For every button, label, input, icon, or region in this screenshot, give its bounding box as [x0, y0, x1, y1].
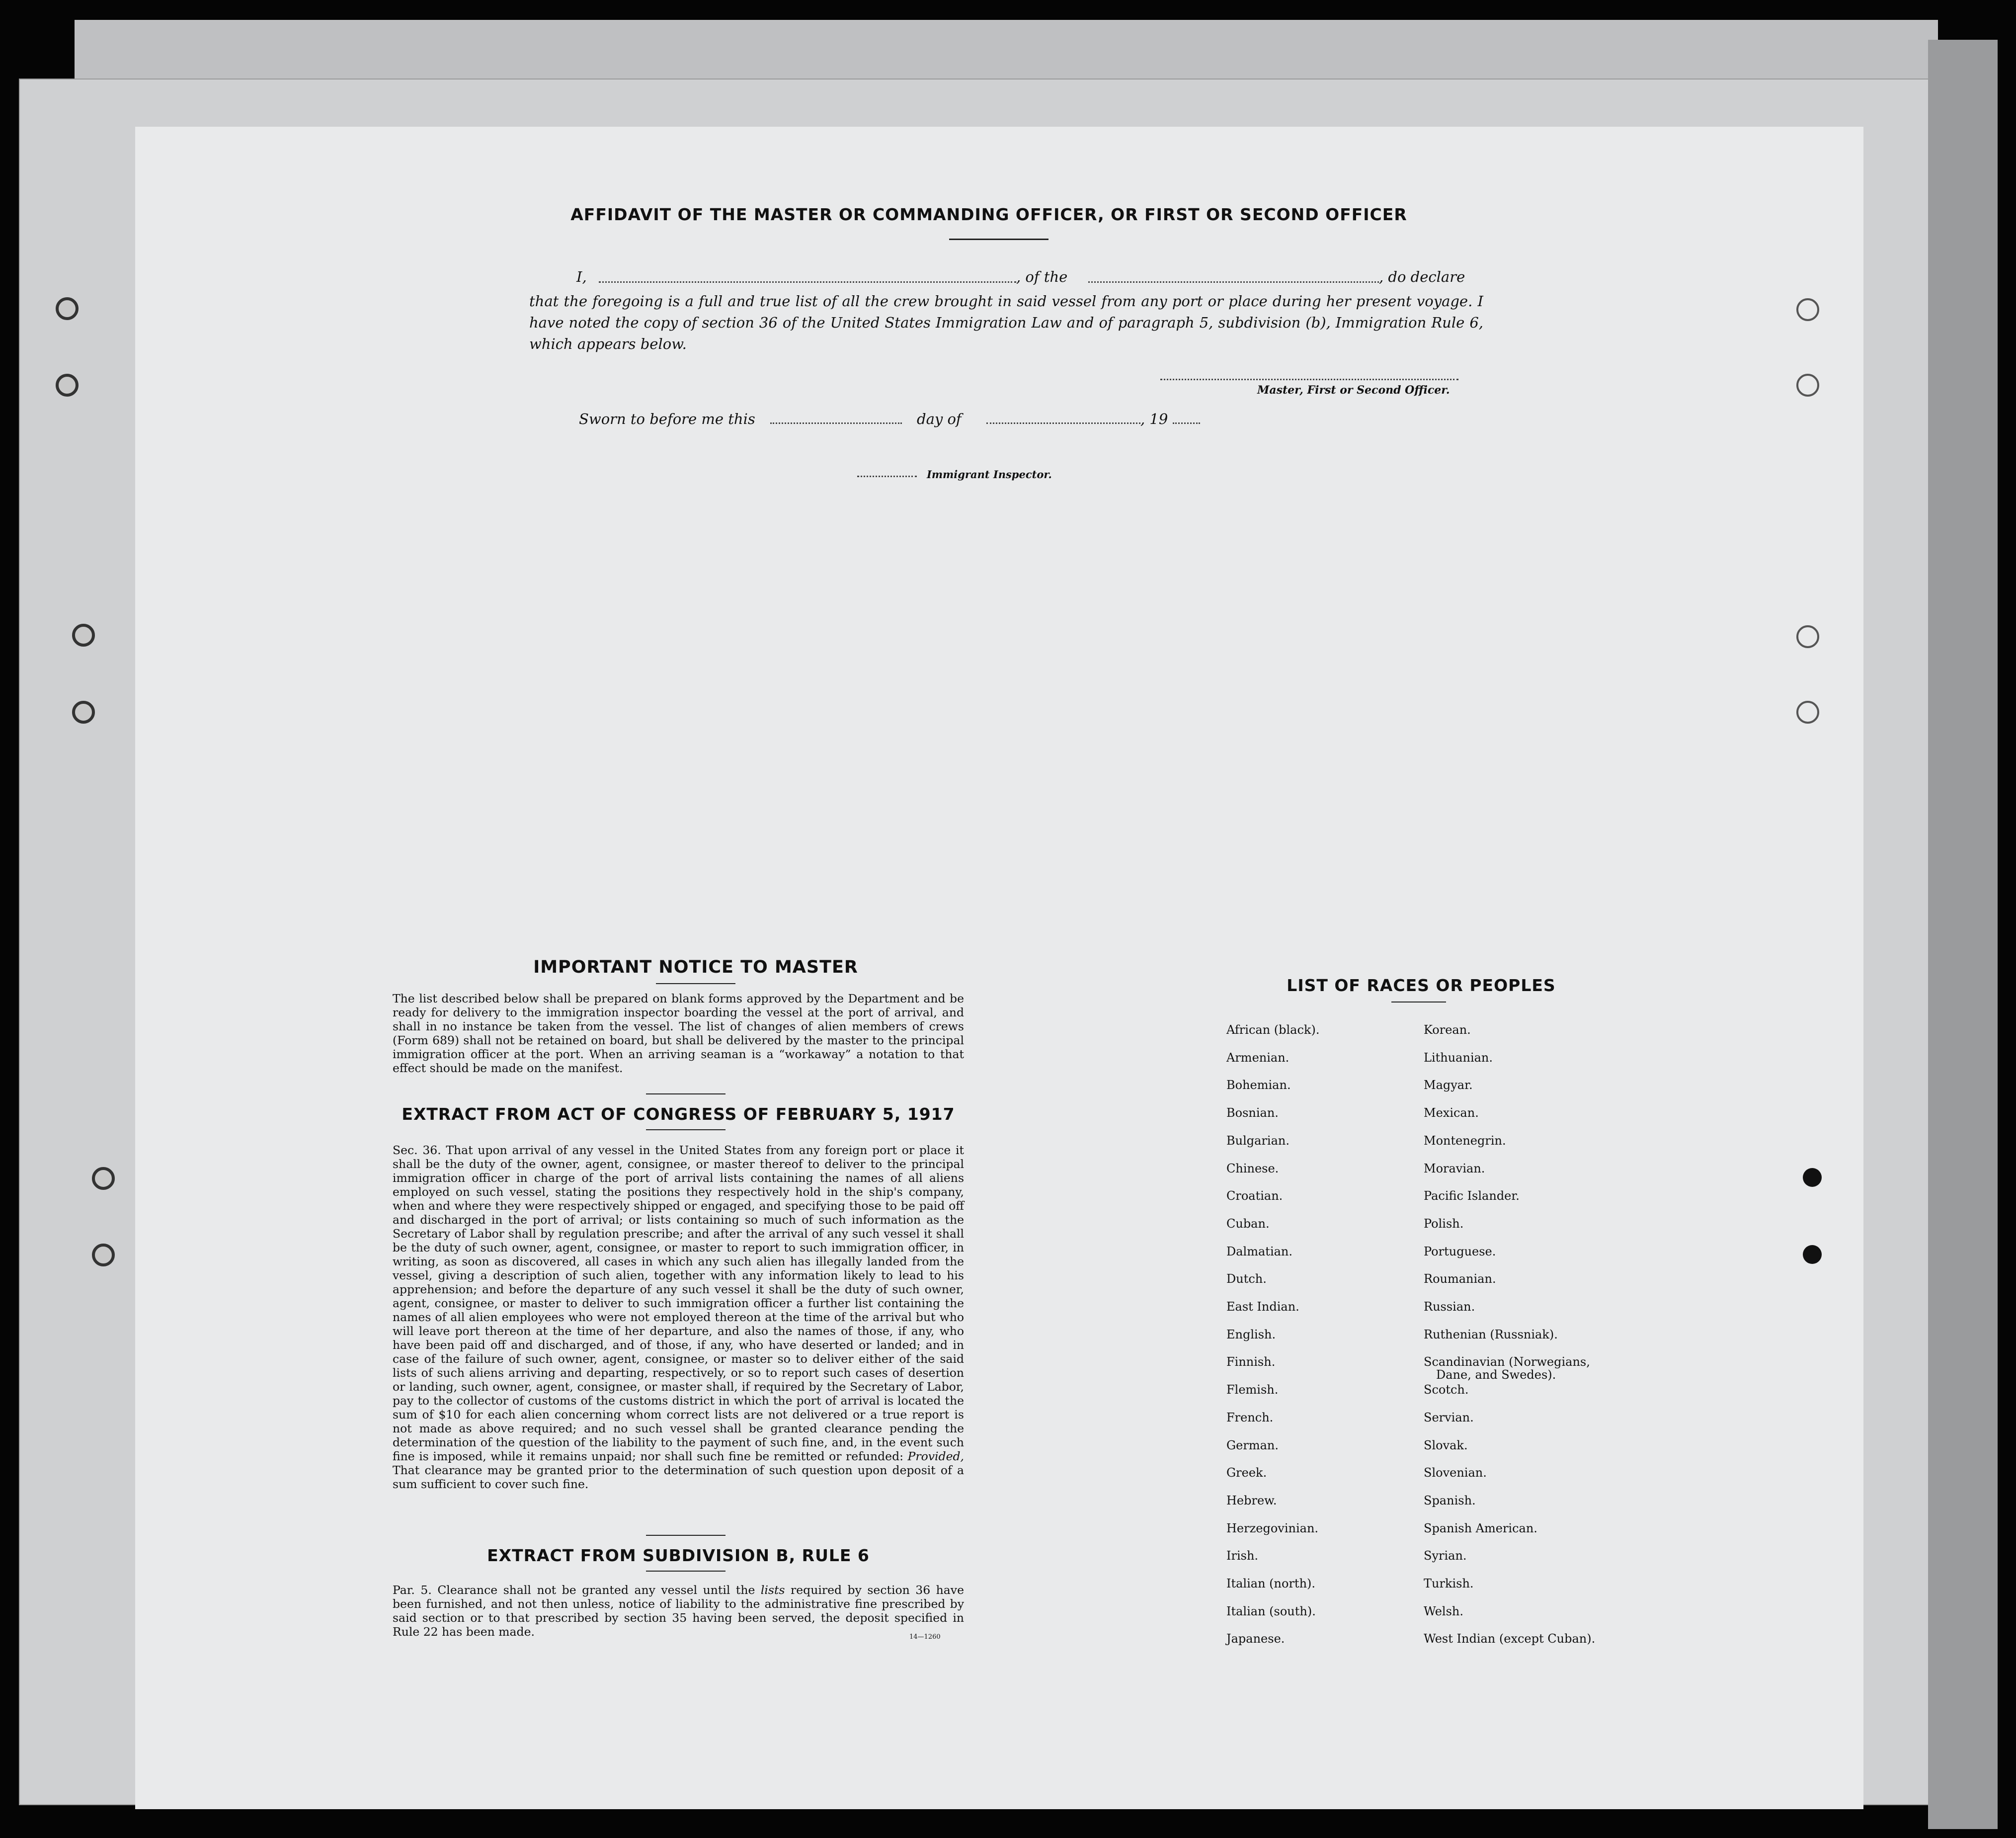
race-item: Portuguese. [1424, 1245, 1496, 1258]
race-item: East Indian. [1226, 1300, 1299, 1314]
race-item: Turkish. [1424, 1577, 1474, 1590]
binder-hole [1796, 374, 1819, 397]
binder-hole [92, 1167, 115, 1190]
name-blank[interactable] [599, 271, 1016, 283]
race-item: French. [1226, 1411, 1274, 1424]
section-rule [646, 1093, 726, 1094]
race-item: Dane, and Swedes). [1436, 1368, 1556, 1382]
affidavit-title: AFFIDAVIT OF THE MASTER OR COMMANDING OFFICER, OR FIRST OR SECOND OFFICER [570, 205, 1407, 224]
sworn-label: Sworn to before me this [579, 411, 755, 427]
race-item: Greek. [1226, 1466, 1267, 1480]
race-item: Bulgarian. [1226, 1134, 1290, 1148]
title-rule [646, 1571, 726, 1572]
race-item: Finnish. [1226, 1355, 1276, 1369]
race-item: Moravian. [1424, 1162, 1485, 1175]
race-item: Russian. [1424, 1300, 1475, 1314]
binder-hole [56, 297, 79, 320]
race-item: Slovenian. [1424, 1466, 1487, 1480]
section-rule [646, 1535, 726, 1536]
race-item: Roumanian. [1424, 1272, 1496, 1286]
race-item: Dutch. [1226, 1272, 1267, 1286]
races-title: LIST OF RACES OR PEOPLES [1287, 976, 1556, 995]
day-blank[interactable] [770, 414, 902, 424]
form-number: 14—1260 [909, 1633, 941, 1641]
vessel-blank[interactable] [1088, 271, 1379, 283]
race-item: Armenian. [1226, 1051, 1290, 1065]
binder-hole [1803, 1245, 1822, 1264]
race-item: Herzegovinian. [1226, 1521, 1319, 1535]
race-item: Lithuanian. [1424, 1051, 1493, 1065]
race-item: Spanish American. [1424, 1521, 1537, 1535]
inspector-caption: Immigrant Inspector. [927, 468, 1052, 481]
race-item: Bohemian. [1226, 1078, 1291, 1092]
extract-rule-title: EXTRACT FROM SUBDIVISION B, RULE 6 [487, 1546, 870, 1565]
race-item: Italian (south). [1226, 1604, 1316, 1618]
proviso-word: Provided, [907, 1449, 964, 1463]
race-item: Pacific Islander. [1424, 1189, 1520, 1203]
binder-hole [1796, 625, 1819, 648]
extract-act-title: EXTRACT FROM ACT OF CONGRESS OF FEBRUARY 5, 1917 [402, 1104, 955, 1124]
binder-hole [72, 701, 95, 724]
race-item: Chinese. [1226, 1162, 1279, 1175]
notice-title: IMPORTANT NOTICE TO MASTER [533, 957, 858, 977]
race-item: Syrian. [1424, 1549, 1467, 1563]
race-item: Hebrew. [1226, 1494, 1277, 1507]
race-item: Magyar. [1424, 1078, 1473, 1092]
affidavit-body: that the foregoing is a full and true list of all the crew brought in said vessel from any port or place during her present voyage. I have noted the copy of section 36 of the United States Immigration Law and of paragraph 5, subdivision (b), Immigration Rule 6, which appears below. [529, 293, 1483, 352]
year-label: , 19 [1140, 411, 1168, 427]
day-of-label: day of [917, 411, 962, 427]
race-item: Flemish. [1226, 1383, 1279, 1397]
race-item: Cuban. [1226, 1217, 1270, 1231]
signature-caption: Master, First or Second Officer. [1257, 384, 1450, 397]
affidavit-i-label: I, [576, 268, 587, 285]
race-item: Japanese. [1226, 1632, 1285, 1646]
race-item: Servian. [1424, 1411, 1474, 1424]
notice-body: The list described below shall be prepared on blank forms approved by the Department and be ready for delivery to the immigration inspector boarding the vessel at the port of arrival, and shall in no instance be taken from the vessel. The list of changes of alien members of crews (Form 689) shall not be retained on board, but shall be delivered by the master to the principal immigration officer at the port. When an arriving seaman is a “workaway” a notation to that effect should be made on the manifest. [393, 992, 964, 1075]
binder-hole [1796, 701, 1819, 724]
binder-hole [1803, 1168, 1822, 1187]
race-item: West Indian (except Cuban). [1424, 1632, 1596, 1646]
binder-hole [1796, 298, 1819, 321]
section-text: That upon arrival of any vessel in the United States from any foreign port or place it shall be the duty of the owner, agent, consignee, or master thereof to deliver to the principal immigration officer in charge of the port of arrival lists containing the names of all aliens employed on such vessel, stating the positions they respectively hold in the ship's company, when and where they were respectively shipped or engaged, and specifying those to be paid off and discharged in the port of arrival; or lists containing so much of such information as the Secretary of Labor shall by regulation prescribe; and after the arrival of any such vessel it shall be the duty of such owner, agent, consignee, or master to report to such immigration officer, in writing, as soon as discovered, all cases in which any such alien has illegally landed from the vessel, giving a description of such alien, together with any information likely to lead to his apprehension; and before the departure of any such vessel it shall be the duty of such owner, agent, consignee, or master to deliver to such immigration officer a further list containing the names of all alien employees who were not employed thereon at the time of the arrival but who will leave port thereon at the time of her departure, and also the names of those, if any, who have been paid off and discharged, and of those, if any, who have deserted or landed; and in case of the failure of such owner, agent, consignee, or master so to deliver either of the said lists of such aliens arriving and departing, respectively, or so to report such cases of desertion or landing, such owner, agent, consignee, or master shall, if required by the Secretary of Labor, pay to the collector of customs of the customs district in which the port of arrival is located the sum of $10 for each alien concerning whom correct lists are not delivered or a true report is not made as above required; and no such vessel shall be granted clearance pending the determination of the question of the liability to the payment of such fine, and, in the event such fine is imposed, while it remains unpaid; nor shall such fine be remitted or refunded: [393, 1143, 964, 1463]
title-rule [656, 983, 735, 984]
signature-blank[interactable] [1160, 373, 1458, 380]
race-item: English. [1226, 1328, 1276, 1341]
sheet-edge-right [1928, 40, 1998, 1829]
binder-hole [72, 624, 95, 647]
race-item: German. [1226, 1438, 1279, 1452]
race-item: Italian (north). [1226, 1577, 1316, 1590]
inspector-blank[interactable] [857, 470, 917, 477]
rule-text-end: required by section 36 have been furnished, and not then unless, notice of liability to the administrative fine prescribed by said section or to that prescribed by section 35 having been served, the deposit specified in Rule 22 has been made. [393, 1583, 964, 1639]
race-item: Mexican. [1424, 1106, 1479, 1120]
affidavit-of-the-label: , of the [1016, 268, 1068, 285]
title-rule [949, 239, 1048, 240]
race-item: Ruthenian (Russniak). [1424, 1328, 1558, 1341]
month-blank[interactable] [986, 414, 1140, 424]
lists-word: lists [760, 1583, 785, 1597]
race-item: Scandinavian (Norwegians, [1424, 1355, 1590, 1369]
race-item: Bosnian. [1226, 1106, 1279, 1120]
race-item: Korean. [1424, 1023, 1471, 1037]
race-item: Scotch. [1424, 1383, 1469, 1397]
title-rule [646, 1129, 726, 1130]
extract-rule-body [393, 1583, 964, 1639]
section-label: Sec. 36. [393, 1143, 441, 1157]
binder-hole [92, 1244, 115, 1266]
affidavit-do-declare: , do declare [1379, 268, 1465, 285]
race-item: African (black). [1226, 1023, 1320, 1037]
race-item: Slovak. [1424, 1438, 1468, 1452]
race-item: Montenegrin. [1424, 1134, 1506, 1148]
race-item: Dalmatian. [1226, 1245, 1293, 1258]
binder-hole [56, 374, 79, 397]
extract-act-body [393, 1143, 964, 1491]
proviso-text: That clearance may be granted prior to the determination of such question upon deposit of a sum sufficient to cover such fine. [393, 1463, 964, 1491]
race-item: Welsh. [1424, 1604, 1463, 1618]
race-item: Croatian. [1226, 1189, 1283, 1203]
rule-text-start: Par. 5. Clearance shall not be granted any vessel until the [393, 1583, 755, 1597]
title-rule [1391, 1002, 1446, 1003]
year-blank[interactable] [1173, 414, 1200, 424]
race-item: Irish. [1226, 1549, 1259, 1563]
race-item: Spanish. [1424, 1494, 1476, 1507]
race-item: Polish. [1424, 1217, 1464, 1231]
